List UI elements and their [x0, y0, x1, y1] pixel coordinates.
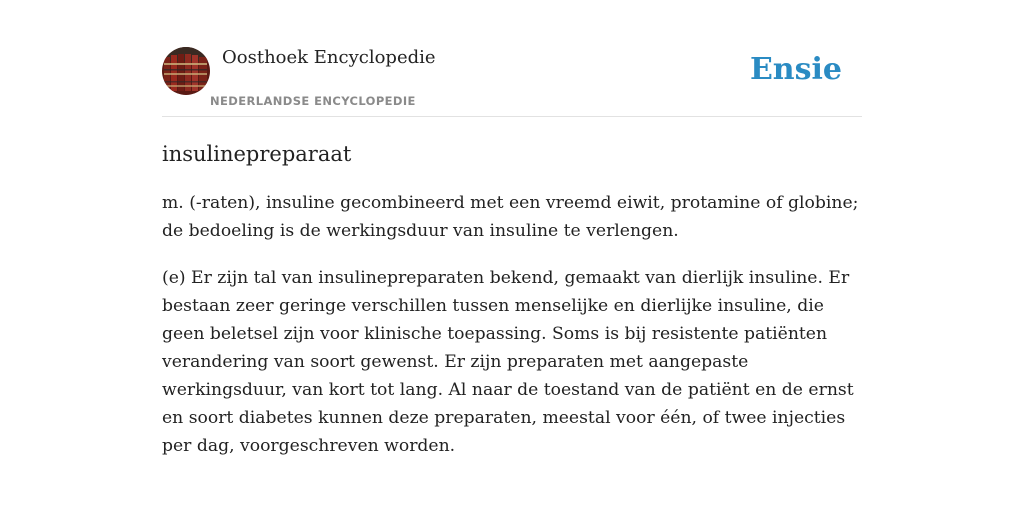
encyclopedia-books-icon[interactable]: [162, 47, 210, 95]
entry-definition: m. (-raten), insuline gecombineerd met een vreemd eiwit, protamine of globine; de bedoeling is de werkingsduur van insuline te verlengen.: [162, 193, 859, 241]
brand-logo[interactable]: Ensie: [749, 52, 842, 87]
site-header: [162, 46, 862, 117]
site-title[interactable]: Oosthoek Encyclopedie: [222, 47, 436, 68]
entry-explanation: (e) Er zijn tal van insulinepreparaten bekend, gemaakt van dierlijk insuline. Er bestaan zeer geringe verschillen tussen menselijke en dierlijke insuline, die geen beletsel zijn voor klinische toepassing. Soms is bij resistente patiënten verandering van soort gewenst. Er zijn preparaten met aangepaste werkingsduur, van kort tot lang. Al naar de toestand van de patiënt en de ernst en soort diabetes kunnen deze preparaten, meestal voor één, of twee injecties per dag, voorgeschreven worden.: [162, 268, 854, 456]
entry-term: insulinepreparaat: [162, 142, 352, 166]
entry-content: [162, 140, 864, 479]
site-subtitle: NEDERLANDSE ENCYCLOPEDIE: [210, 94, 416, 108]
